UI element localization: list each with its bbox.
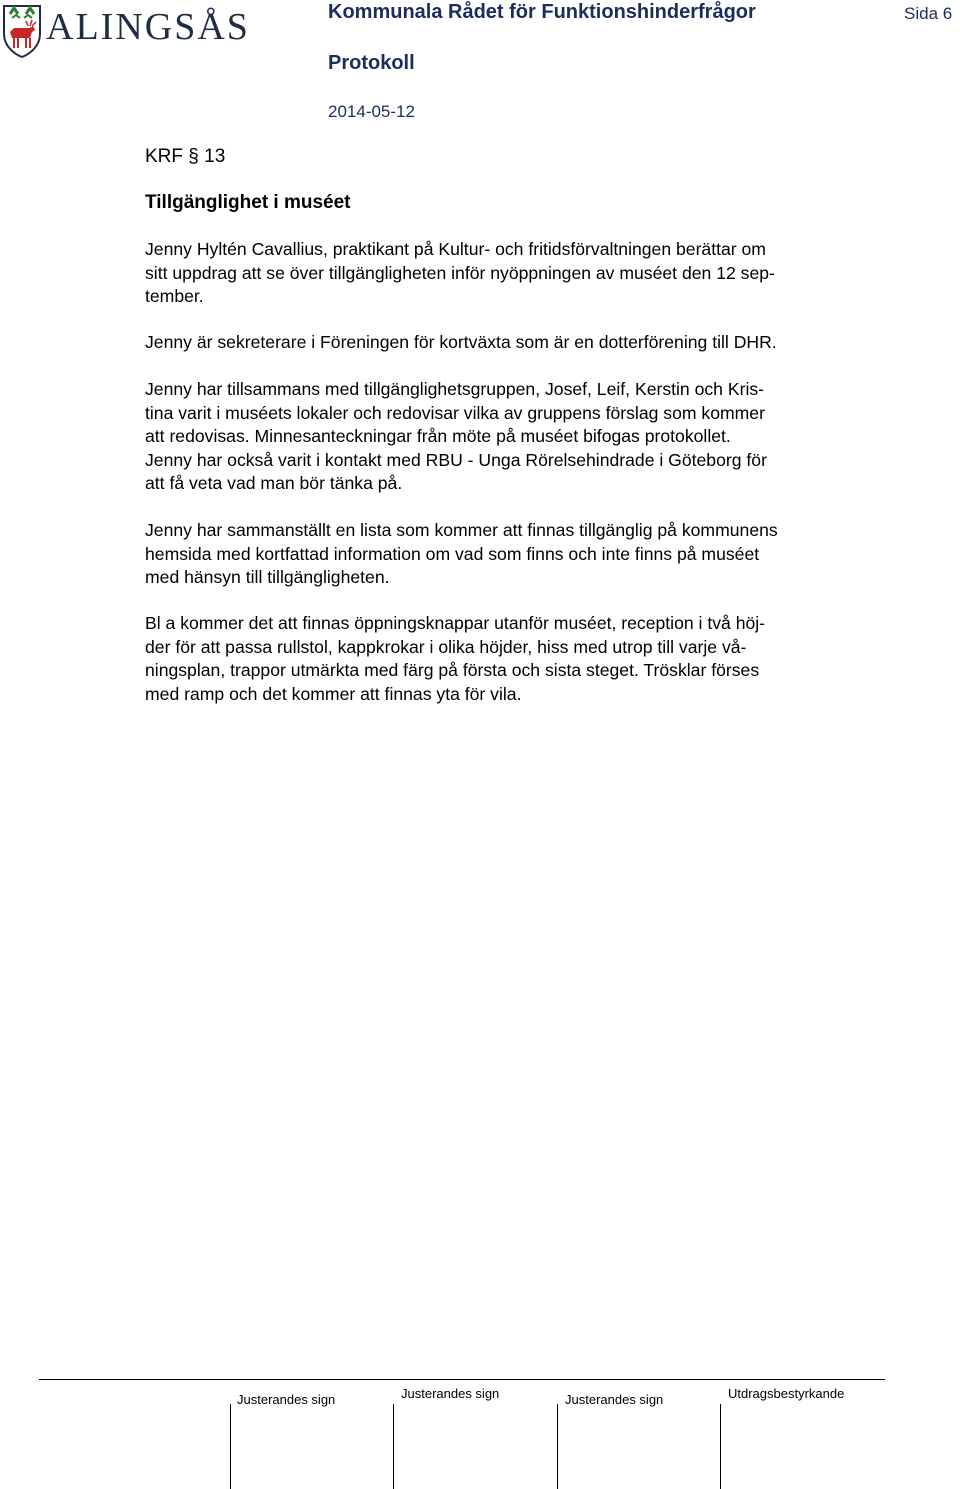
body-paragraph: [145, 238, 885, 309]
text-line: ningsplan, trappor utmärkta med färg på första och sista steget. Trösklar förses: [145, 660, 760, 680]
alingsas-coat-of-arms-icon: [2, 4, 42, 58]
meeting-date: 2014-05-12: [328, 102, 415, 121]
signature-box-divider: [230, 1404, 231, 1489]
logo-wordmark: ALINGSÅS: [46, 6, 250, 48]
text-line: att få veta vad man bör tänka på.: [145, 473, 403, 493]
signature-label: Justerandes sign: [401, 1386, 500, 1401]
text-line: Jenny har också varit i kontakt med RBU - Unga Rörelsehindrade i Göteborg för: [145, 449, 767, 470]
text-line: att redovisas. Minnesanteckningar från möte på muséet bifogas protokollet.: [145, 426, 731, 446]
text-line: der för att passa rullstol, kappkrokar i olika höjder, hiss med utrop till varje vå-: [145, 636, 747, 657]
text-line: tina varit i muséets lokaler och redovisar vilka av gruppens förslag som kommer: [145, 402, 765, 423]
text-line: med ramp och det kommer att finnas yta för vila.: [145, 683, 522, 704]
organization-name: Kommunala Rådet för Funktionshinderfrågor: [328, 1, 756, 23]
text-line: Jenny är sekreterare i Föreningen för kortväxta som är en dotterförening till DHR.: [145, 332, 777, 352]
signature-label: Justerandes sign: [237, 1392, 336, 1407]
body-paragraph: [145, 612, 885, 706]
body-paragraph: [145, 331, 885, 355]
text-line: tember.: [145, 286, 204, 306]
signature-box-divider: [557, 1404, 558, 1489]
signature-box-divider: [720, 1404, 721, 1489]
text-line: Jenny har tillsammans med tillgänglighetsgruppen, Josef, Leif, Kerstin och Kris-: [145, 379, 765, 399]
text-line: Jenny har sammanställt en lista som kommer att finnas tillgänglig på kommunens: [145, 520, 778, 540]
section-title: Tillgänglighet i muséet: [145, 192, 351, 213]
body-paragraph: [145, 519, 885, 590]
text-line: Jenny Hyltén Cavallius, praktikant på Kultur- och fritidsförvaltningen berättar om: [145, 239, 766, 259]
paragraph-number: KRF § 13: [145, 146, 226, 167]
signature-box-divider: [393, 1404, 394, 1489]
text-line: hemsida med kortfattad information om vad som finns och inte finns på muséet: [145, 543, 760, 564]
body-paragraph: [145, 378, 885, 496]
text-line: Bl a kommer det att finnas öppningsknappar utanför muséet, reception i två höj-: [145, 613, 766, 633]
page-number: Sida 6: [904, 4, 953, 23]
signature-label: Justerandes sign: [565, 1392, 664, 1407]
text-line: sitt uppdrag att se över tillgängligheten inför nyöppningen av muséet den 12 sep-: [145, 262, 775, 283]
footer-divider: [39, 1379, 885, 1380]
municipality-logo: [0, 4, 260, 62]
document-type: Protokoll: [328, 52, 415, 74]
text-line: med hänsyn till tillgängligheten.: [145, 567, 390, 587]
certification-label: Utdragsbestyrkande: [728, 1386, 845, 1401]
